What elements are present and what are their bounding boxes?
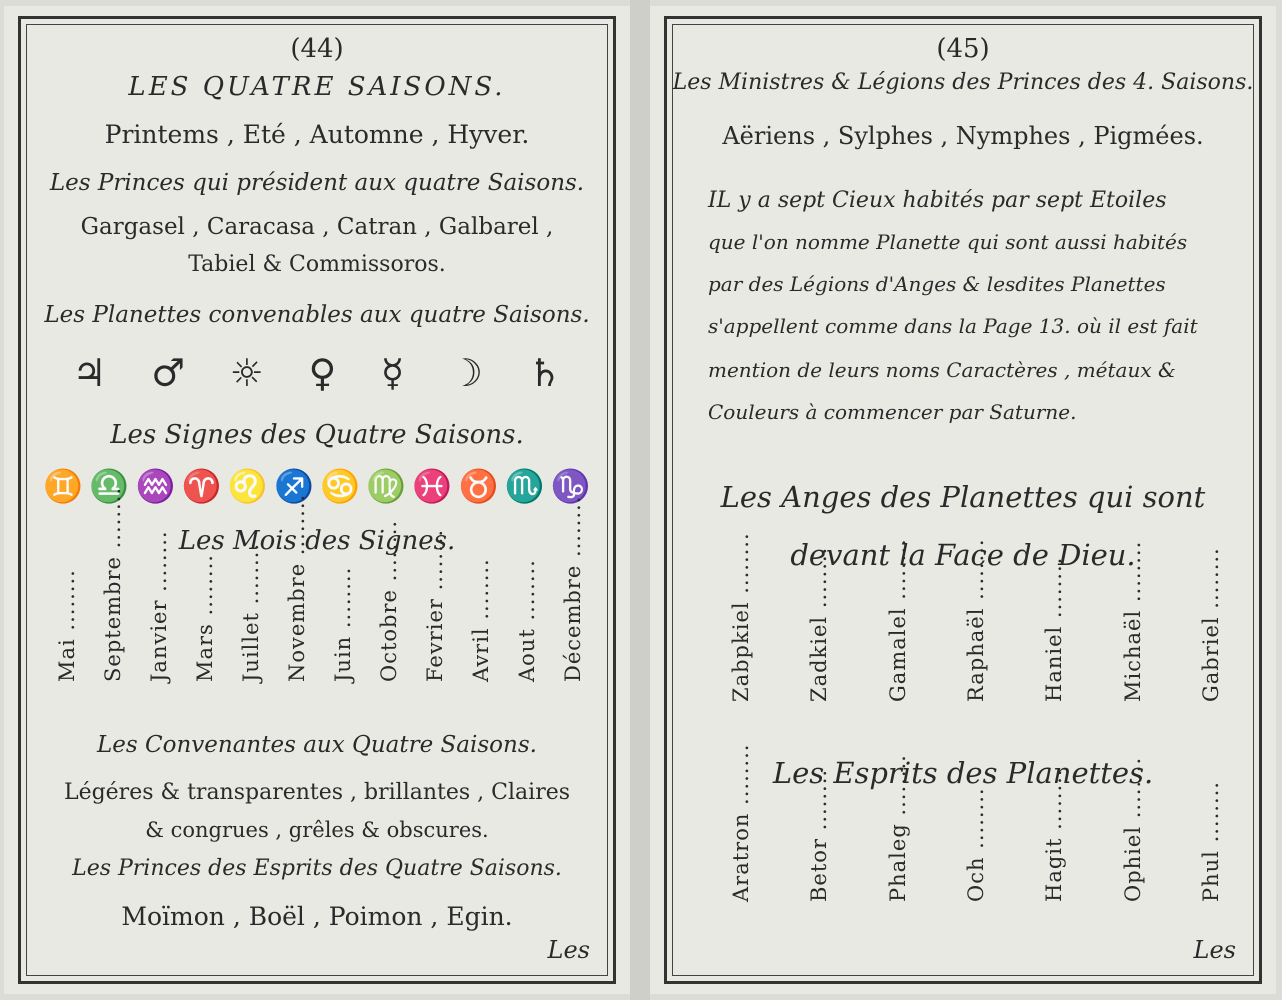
angel-item — [1039, 556, 1069, 726]
princes-names-line2: Tabiel & Commissoros. — [188, 252, 446, 277]
spirit-item — [1196, 781, 1226, 926]
cancer-symbol: ♋ — [320, 467, 360, 505]
catchword: Les — [1193, 936, 1236, 964]
pisces-symbol: ♓ — [412, 467, 453, 505]
page-number: (44) — [290, 34, 344, 64]
paragraph-line2: que l'on nomme Planette qui sont aussi habités — [708, 230, 1188, 254]
page-number: (45) — [936, 34, 990, 64]
month-label: Novembre ........ — [285, 493, 309, 682]
book-gutter — [630, 0, 650, 1000]
month-item — [98, 486, 128, 706]
angel-item — [883, 538, 913, 726]
spirit-item — [804, 768, 834, 926]
month-label: Septembre ........ — [101, 486, 125, 682]
angel-label: Zabpkiel ........ — [729, 532, 753, 702]
paragraph-line3: par des Légions d'Anges & lesdites Planettes — [708, 272, 1166, 296]
saturn-symbol: ♄ — [527, 351, 562, 395]
month-item — [282, 493, 312, 706]
month-label: Avril ........ — [469, 558, 493, 682]
month-label: Janvier ........ — [147, 530, 171, 682]
spirit-label: Betor ........ — [807, 768, 832, 902]
month-label: Fevrier ........ — [423, 528, 447, 682]
spirit-label: Phaleg ........ — [885, 754, 910, 902]
angel-label: Zadkiel ........ — [807, 546, 832, 702]
catchword: Les — [547, 936, 590, 964]
paragraph-line1: IL y a sept Cieux habités par sept Etoiles — [708, 188, 1167, 213]
paragraph-line6: Couleurs à commencer par Saturne. — [708, 400, 1077, 424]
month-item — [374, 519, 404, 706]
left-page — [4, 6, 630, 994]
spirit-label: Och ........ — [963, 787, 988, 902]
month-item — [190, 554, 220, 706]
esprits-princes-heading: Les Princes des Esprits des Quatre Saisons. — [72, 856, 562, 881]
month-label: Juin ........ — [331, 566, 355, 682]
libra-symbol: ♎ — [89, 467, 130, 505]
month-label: Aout ........ — [515, 559, 539, 682]
convenantes-line2: & congrues , grêles & obscures. — [145, 818, 489, 842]
anges-heading-line2: devant la Face de Dieu. — [790, 538, 1136, 572]
signs-heading: Les Signes des Quatre Saisons. — [110, 420, 524, 450]
paragraph-line5: mention de leurs noms Caractères , métaux & — [708, 358, 1176, 382]
month-label: Décembre ........ — [561, 495, 585, 682]
spirit-label: Phul ........ — [1198, 781, 1223, 902]
convenantes-line1: Légéres & transparentes , brillantes , Claires — [63, 780, 571, 805]
right-page — [650, 6, 1276, 994]
angel-label: Gamalel ........ — [885, 538, 910, 702]
spirit-label: Hagit ........ — [1042, 768, 1067, 902]
page-title: LES QUATRE SAISONS. — [128, 72, 506, 102]
month-item — [328, 566, 358, 706]
convenantes-heading: Les Convenantes aux Quatre Saisons. — [97, 732, 537, 758]
angel-item — [1196, 547, 1226, 726]
moon-symbol: ☽ — [448, 351, 483, 395]
aquarius-symbol: ♒ — [135, 467, 176, 505]
gemini-symbol: ♊ — [43, 467, 83, 505]
angel-item — [726, 532, 756, 726]
angel-item — [961, 538, 991, 726]
month-label: Octobre ........ — [377, 519, 401, 682]
month-item — [236, 542, 266, 706]
scorpio-symbol: ♏ — [504, 467, 545, 505]
aries-symbol: ♈ — [181, 467, 222, 505]
jupiter-symbol: ♃ — [72, 351, 107, 395]
spirit-item — [1118, 756, 1148, 926]
sagittarius-symbol: ♐ — [273, 467, 314, 505]
month-item — [144, 530, 174, 706]
month-item — [466, 558, 496, 706]
capricorn-symbol: ♑ — [550, 467, 591, 505]
spirit-item — [883, 754, 913, 926]
angel-label: Michaël ........ — [1120, 540, 1145, 702]
esprits-princes-names: Moïmon , Boël , Poimon , Egin. — [121, 902, 513, 931]
esprits-heading: Les Esprits des Planettes. — [772, 756, 1154, 790]
princes-heading: Les Princes qui président aux quatre Saisons. — [49, 170, 585, 196]
month-label: Mars ........ — [193, 554, 217, 682]
spirit-item — [726, 743, 756, 926]
month-item — [512, 559, 542, 706]
zodiac-symbols-row — [4, 467, 630, 505]
beings-line: Aëriens , Sylphes , Nymphes , Pigmées. — [722, 122, 1204, 150]
sun-symbol: ☼ — [229, 351, 264, 395]
virgo-symbol: ♍ — [366, 467, 407, 505]
angel-label: Gabriel ........ — [1198, 547, 1223, 702]
spirit-label: Aratron ........ — [729, 743, 753, 902]
spirit-label: Ophiel ........ — [1120, 756, 1145, 902]
venus-symbol: ♀ — [308, 351, 337, 395]
mercury-symbol: ☿ — [380, 351, 405, 395]
angel-label: Haniel ........ — [1042, 556, 1067, 702]
month-label: Juillet ........ — [239, 542, 263, 682]
angel-item — [1118, 540, 1148, 726]
seasons-line: Printems , Eté , Automne , Hyver. — [104, 120, 530, 149]
mars-symbol: ♂ — [151, 351, 186, 395]
angel-label: Raphaël ........ — [963, 538, 988, 702]
angel-item — [804, 546, 834, 726]
month-item — [558, 495, 588, 706]
anges-heading-line1: Les Anges des Planettes qui sont — [720, 480, 1206, 514]
ministres-heading: Les Ministres & Légions des Princes des 4. Saisons. — [672, 70, 1254, 95]
leo-symbol: ♌ — [227, 467, 268, 505]
month-label: Mai ........ — [55, 569, 79, 682]
planet-symbols-row — [4, 351, 630, 395]
spirit-item — [1039, 768, 1069, 926]
months-heading: Les Mois des Signes. — [178, 526, 456, 556]
month-item — [52, 566, 82, 706]
paragraph-line4: s'appellent comme dans la Page 13. où il est fait — [708, 314, 1198, 338]
spirit-item — [961, 787, 991, 926]
taurus-symbol: ♉ — [458, 467, 499, 505]
planets-heading: Les Planettes convenables aux quatre Saisons. — [44, 302, 590, 328]
month-item — [420, 528, 450, 706]
princes-names-line1: Gargasel , Caracasa , Catran , Galbarel , — [80, 214, 554, 240]
